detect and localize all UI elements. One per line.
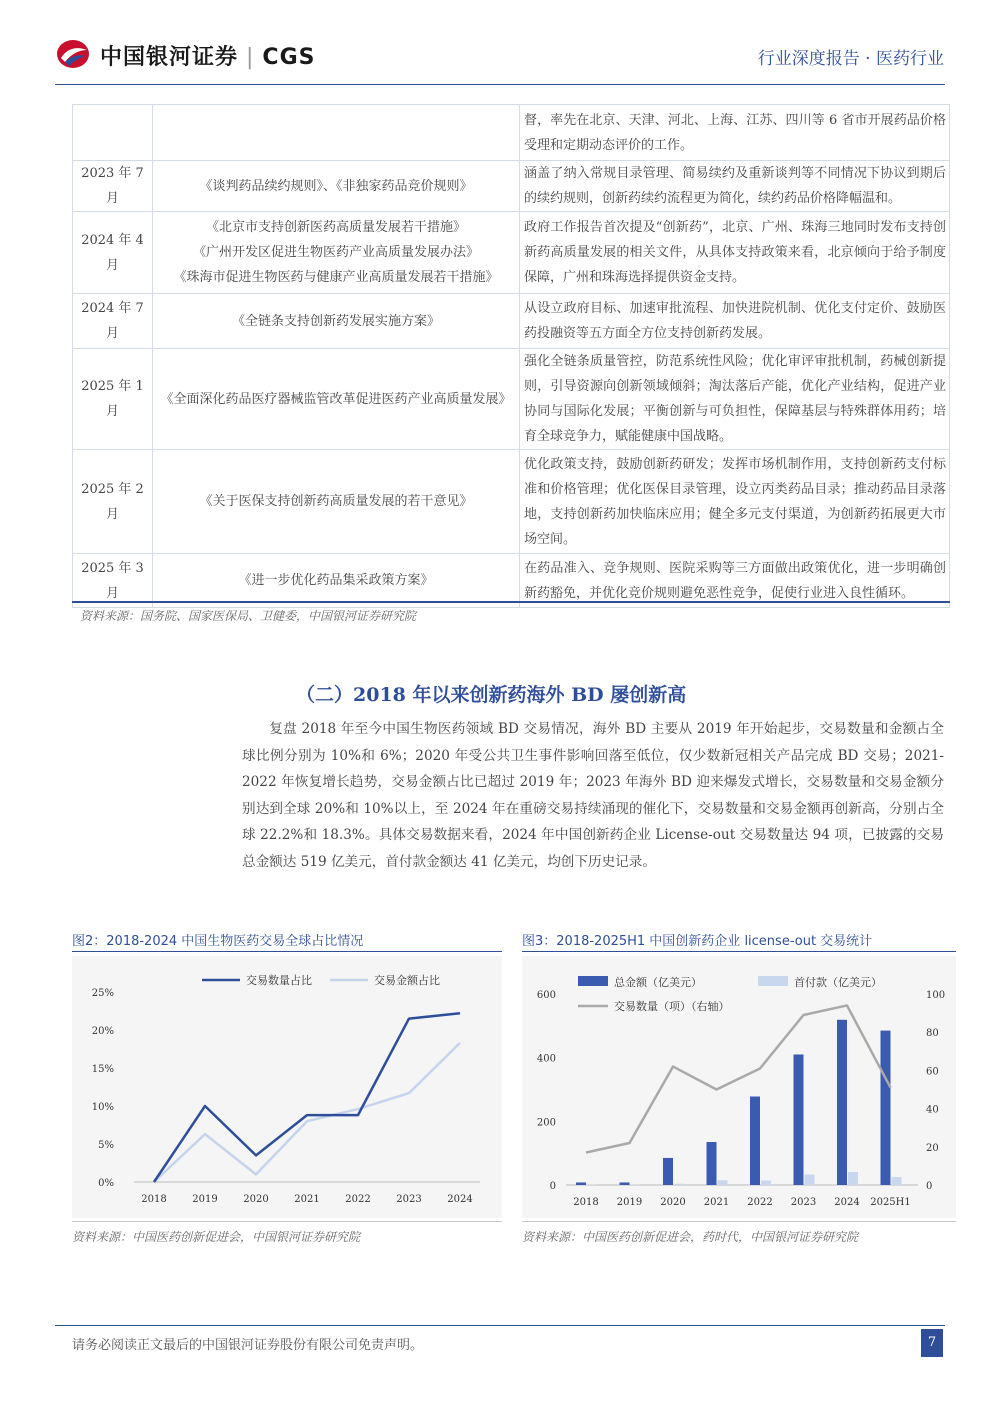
y-tick-label: 5% xyxy=(98,1140,114,1151)
document-name: 《全链条支持创新药发展实施方案》 xyxy=(231,313,440,329)
y-tick-label-right: 40 xyxy=(926,1104,939,1116)
cell-date: 2025 年 2 月 xyxy=(73,450,153,554)
cell-date: 2025 年 3 月 xyxy=(73,554,153,608)
figure3-bottom-rule xyxy=(522,1221,956,1222)
page-number: 7 xyxy=(921,1329,943,1357)
y-tick-label: 10% xyxy=(91,1102,114,1113)
figure3-source: 资料来源：中国医药创新促进会，药时代，中国银河证券研究院 xyxy=(522,1230,859,1244)
bar-total xyxy=(794,1054,804,1185)
cell-document xyxy=(153,212,520,294)
y-tick-label-right: 80 xyxy=(926,1028,939,1040)
cell-document xyxy=(153,450,520,554)
cell-description: 在药品准入、竞争规则、医院采购等三方面做出政策优化，进一步明确创新药豁免，并优化竞价规则避免恶性竞争，促使行业进入良性循环。 xyxy=(520,554,950,608)
x-tick-label: 2022 xyxy=(345,1194,371,1205)
y-tick-label: 25% xyxy=(91,988,114,999)
policy-table xyxy=(72,104,950,608)
legend-swatch xyxy=(758,976,788,986)
y-tick-label: 0% xyxy=(98,1178,114,1189)
series-line xyxy=(154,1013,460,1182)
bar-upfront xyxy=(718,1180,728,1185)
figure2-chart xyxy=(72,956,502,1218)
document-name: 《珠海市促进生物医药与健康产业高质量发展若干措施》 xyxy=(173,270,499,285)
bar-total xyxy=(837,1020,847,1185)
x-tick-label: 2020 xyxy=(243,1194,269,1205)
legend-swatch xyxy=(578,976,608,986)
figure3-title: 图3：2018-2025H1 中国创新药企业 license-out 交易统计 xyxy=(522,934,873,949)
cell-date: 2023 年 7 月 xyxy=(73,161,153,212)
figure2-source: 资料来源：中国医药创新促进会，中国银河证券研究院 xyxy=(72,1230,361,1244)
cell-description: 督，率先在北京、天津、河北、上海、江苏、四川等 6 省市开展药品价格受理和定期动态评价的工作。 xyxy=(520,105,950,161)
bar-upfront xyxy=(674,1184,684,1185)
y-tick-label: 20% xyxy=(91,1026,114,1037)
section-title: （二）2018 年以来创新药海外 BD 屡创新高 xyxy=(296,684,687,706)
x-tick-label: 2025H1 xyxy=(870,1197,911,1208)
header-divider xyxy=(55,84,945,85)
bar-total xyxy=(750,1097,760,1185)
y-tick-label-left: 400 xyxy=(536,1053,556,1065)
x-tick-label: 2021 xyxy=(703,1197,730,1208)
cgs-logo-icon xyxy=(55,38,91,70)
x-tick-label: 2020 xyxy=(660,1197,686,1208)
company-name-cn: 中国银河证券 xyxy=(100,45,239,70)
cell-date: 2025 年 1 月 xyxy=(73,349,153,450)
cell-date: 2024 年 7 月 xyxy=(73,294,153,349)
table-row xyxy=(73,294,950,349)
document-name: 《进一步优化药品集采政策方案》 xyxy=(238,573,434,588)
cell-document xyxy=(153,105,520,161)
bar-total xyxy=(663,1158,673,1185)
y-tick-label-right: 20 xyxy=(926,1142,939,1154)
bar-total xyxy=(576,1182,586,1185)
table-bottom-rule xyxy=(72,601,950,603)
page-header xyxy=(0,0,992,100)
x-tick-label: 2024 xyxy=(834,1197,860,1208)
figure3-title-rule xyxy=(522,951,956,952)
x-tick-label: 2021 xyxy=(294,1194,320,1205)
footer-divider xyxy=(55,1325,945,1326)
table-row xyxy=(73,105,950,161)
table-row xyxy=(73,349,950,450)
legend-label: 交易数量占比 xyxy=(246,974,312,987)
document-name: 《北京市支持创新医药高质量发展若干措施》 xyxy=(205,220,466,235)
x-tick-label: 2018 xyxy=(573,1197,599,1208)
y-tick-label-right: 60 xyxy=(926,1066,939,1078)
x-tick-label: 2022 xyxy=(747,1197,773,1208)
cell-description: 涵盖了纳入常规目录管理、简易续约及重新谈判等不同情况下协议到期后的续约规则，创新药续约流程更为简化，续约药品价格降幅温和。 xyxy=(520,161,950,212)
figure2-bottom-rule xyxy=(72,1221,502,1222)
cell-description: 政府工作报告首次提及“创新药”，北京、广州、珠海三地同时发布支持创新药高质量发展的相关文件，从具体支持政策来看，北京倾向于给予制度保障，广州和珠海选择提供资金支持。 xyxy=(520,212,950,294)
cell-description: 从设立政府目标、加速审批流程、加快进院机制、优化支付定价、鼓励医药投融资等五方面全方位支持创新药发展。 xyxy=(520,294,950,349)
y-tick-label-left: 0 xyxy=(549,1181,556,1192)
document-name: 《关于医保支持创新药高质量发展的若干意见》 xyxy=(199,494,473,509)
x-tick-label: 2024 xyxy=(447,1194,473,1205)
cell-document xyxy=(153,294,520,349)
bar-upfront xyxy=(805,1174,815,1185)
legend-label: 首付款（亿美元） xyxy=(794,976,882,989)
company-logo-text: 中国银河证券 | CGS xyxy=(100,45,316,70)
x-tick-label: 2019 xyxy=(192,1194,218,1205)
bar-total xyxy=(620,1182,630,1185)
x-tick-label: 2018 xyxy=(141,1194,167,1205)
cell-description: 强化全链条质量管控，防范系统性风险；优化审评审批机制，药械创新提则，引导资源向创新领域倾斜；淘汰落后产能，优化产业结构，促进产业协同与国际化发展；平衡创新与可负担性，保障基层与特殊群体用药；培育全球竞争力，赋能健康中国战略。 xyxy=(520,349,950,450)
x-tick-label: 2019 xyxy=(616,1197,643,1208)
cell-document xyxy=(153,161,520,212)
company-name-en: CGS xyxy=(262,45,316,70)
figure2-svg xyxy=(72,956,502,1218)
legend-label: 总金额（亿美元） xyxy=(614,976,702,989)
footer-disclaimer: 请务必阅读正文最后的中国银河证券股份有限公司免责声明。 xyxy=(72,1338,424,1353)
x-tick-label: 2023 xyxy=(396,1194,422,1205)
cell-document xyxy=(153,349,520,450)
cell-date xyxy=(73,105,153,161)
document-name: 《全面深化药品医疗器械监管改革促进医药产业高质量发展》 xyxy=(160,391,512,407)
figure2-title-rule xyxy=(72,951,502,952)
table-row xyxy=(73,554,950,608)
legend-label: 交易数量（项）（右轴） xyxy=(614,1000,730,1013)
figure3-chart xyxy=(522,956,956,1218)
y-tick-label: 15% xyxy=(91,1064,114,1075)
cell-date: 2024 年 4 月 xyxy=(73,212,153,294)
section-paragraph: 复盘 2018 年至今中国生物医药领域 BD 交易情况，海外 BD 主要从 2019 年开始起步，交易数量和金额占全球比例分别为 10%和 6%；2020 年受公共卫生事件影响回落至低位，仅少数新冠相关产品完成 BD 交易；2021-2022 年恢复增长趋势，交易金额占比已超过 2019 年；2023 年海外 BD 迎来爆发式增长，交易数量和交易金额分别达到全球 20%和 10%以上，至 2024 年在重磅交易持续涌现的催化下，交易数量和交易金额再创新高，分别占全球 22.2%和 18.3%。具体交易数据来看，2024 年中国创新药企业 License-out 交易数量达 94 项，已披露的交易总金额达 519 亿美元，首付款金额达 41 亿美元，均创下历史记录。 xyxy=(242,721,944,870)
legend-label: 交易金额占比 xyxy=(374,974,440,987)
figure2-title: 图2：2018-2024 中国生物医药交易全球占比情况 xyxy=(72,934,364,949)
document-name: 《广州开发区促进生物医药产业高质量发展办法》 xyxy=(192,245,479,260)
y-tick-label-left: 200 xyxy=(536,1117,556,1129)
y-tick-label-right: 100 xyxy=(926,990,946,1001)
bar-upfront xyxy=(848,1172,858,1185)
bar-total xyxy=(881,1031,891,1185)
table-row xyxy=(73,161,950,212)
report-type: 行业深度报告 · 医药行业 xyxy=(757,49,944,69)
cell-document xyxy=(153,554,520,608)
cell-description: 优化政策支持，鼓励创新药研发；发挥市场机制作用，支持创新药支付标准和价格管理；优化医保目录管理，设立丙类药品目录；推动药品目录落地，支持创新药加快临床应用；健全多元支付渠道，为创新药拓展更大市场空间。 xyxy=(520,450,950,554)
figure3-svg xyxy=(522,956,956,1218)
bar-upfront xyxy=(761,1181,771,1185)
x-tick-label: 2023 xyxy=(790,1197,817,1208)
y-tick-label-left: 600 xyxy=(536,990,556,1001)
table-row xyxy=(73,212,950,294)
policy-table-body xyxy=(73,105,950,608)
table-source: 资料来源：国务院、国家医保局、卫健委，中国银河证券研究院 xyxy=(80,609,417,623)
document-name: 《谈判药品续约规则》、《非独家药品竞价规则》 xyxy=(199,178,473,194)
bar-total xyxy=(707,1142,717,1185)
bar-upfront xyxy=(892,1177,902,1185)
table-row xyxy=(73,450,950,554)
y-tick-label-right: 0 xyxy=(926,1181,933,1192)
